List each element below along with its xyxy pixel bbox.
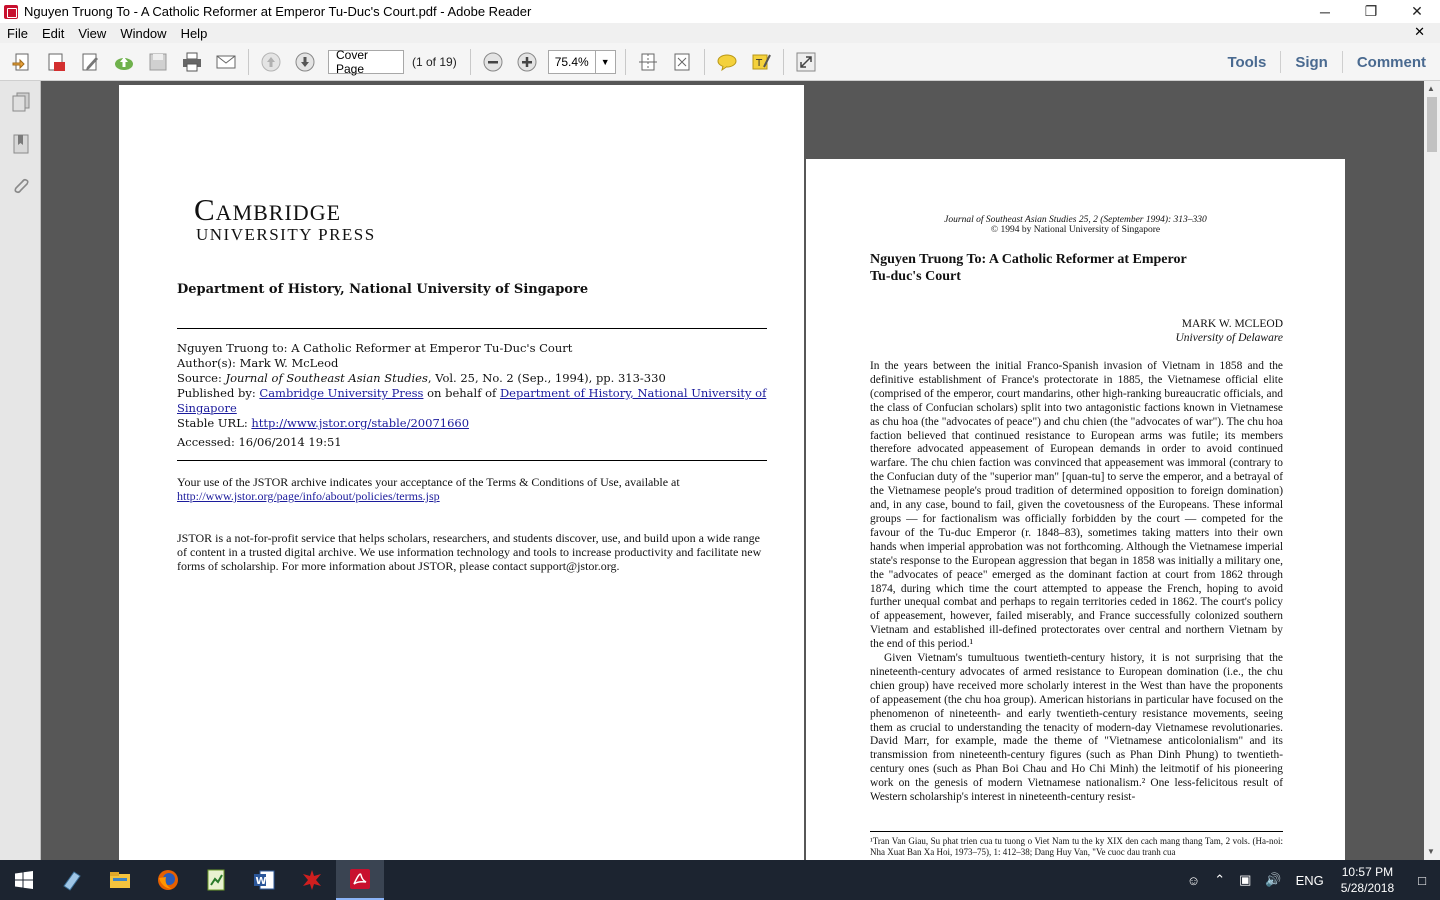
comment-button[interactable]: Comment xyxy=(1356,53,1426,71)
zoom-value[interactable]: 75.4% xyxy=(554,54,589,69)
source-details: , Vol. 25, No. 2 (Sep., 1994), pp. 313-330 xyxy=(427,371,666,385)
menu-file[interactable]: File xyxy=(7,25,28,41)
author-name: MARK W. MCLEOD xyxy=(1181,318,1283,330)
stable-url-line xyxy=(177,416,767,431)
journal-header xyxy=(806,215,1345,235)
people-icon[interactable]: ☺ xyxy=(1186,872,1201,888)
footnote-divider xyxy=(870,831,1283,832)
open-file-icon[interactable] xyxy=(8,48,36,76)
source-journal: Journal of Southeast Asian Studies xyxy=(225,371,428,385)
title-bar xyxy=(0,0,1440,23)
bookmarks-icon[interactable] xyxy=(0,123,41,165)
upload-cloud-icon[interactable] xyxy=(110,48,138,76)
publisher-link[interactable]: Cambridge University Press xyxy=(259,386,424,400)
pdf-page-article xyxy=(806,159,1345,860)
email-icon[interactable] xyxy=(212,48,240,76)
page-count: (1 of 19) xyxy=(412,54,457,69)
document-viewer[interactable] xyxy=(41,81,1424,860)
system-tray xyxy=(1180,860,1440,900)
right-panel-links xyxy=(1213,43,1440,81)
menu-window[interactable]: Window xyxy=(120,25,167,41)
author-line: Author(s): Mark W. McLeod xyxy=(177,356,339,370)
create-pdf-icon[interactable] xyxy=(42,48,70,76)
zoom-in-icon[interactable] xyxy=(513,48,541,76)
toolbar-separator xyxy=(248,49,249,75)
menu-help[interactable]: Help xyxy=(180,25,208,41)
divider xyxy=(177,328,767,329)
svg-text:T: T xyxy=(755,57,762,69)
clock-date: 5/28/2018 xyxy=(1340,881,1395,895)
minimize-button[interactable]: ─ xyxy=(1320,3,1330,20)
edit-pdf-icon[interactable] xyxy=(76,48,104,76)
fit-page-icon[interactable] xyxy=(634,48,662,76)
published-prefix: Published by: xyxy=(177,386,260,400)
pdf-page-cover xyxy=(119,85,804,860)
page-number-input[interactable]: Cover Page xyxy=(328,50,404,74)
article-title: Nguyen Truong to: A Catholic Reformer at Emperor Tu-Duc's Court xyxy=(177,341,573,355)
adobe-reader-taskbar-icon[interactable] xyxy=(336,860,384,900)
department-heading: Department of History, National University of Singapore xyxy=(177,282,589,297)
published-line xyxy=(177,386,767,416)
expand-icon[interactable] xyxy=(792,48,820,76)
stable-prefix: Stable URL: xyxy=(177,416,252,430)
start-icon[interactable] xyxy=(0,860,48,900)
adobe-reader-icon xyxy=(4,5,18,19)
author-affiliation: University of Delaware xyxy=(1175,332,1283,344)
scrollbar-thumb[interactable] xyxy=(1427,97,1437,152)
language-indicator[interactable]: ENG xyxy=(1295,872,1324,888)
attachments-icon[interactable] xyxy=(0,165,41,207)
on-behalf-text: on behalf of xyxy=(423,386,500,400)
stable-url-link[interactable]: http://www.jstor.org/stable/20071660 xyxy=(251,416,470,430)
toolbar-separator xyxy=(783,49,784,75)
next-page-icon[interactable] xyxy=(291,48,319,76)
full-screen-icon[interactable] xyxy=(668,48,696,76)
toolbar-separator xyxy=(625,49,626,75)
window-title: Nguyen Truong To - A Catholic Reformer at Emperor Tu-Duc's Court.pdf - Adobe Reader xyxy=(24,4,532,19)
network-icon[interactable]: ▣ xyxy=(1239,872,1252,887)
scroll-down-icon[interactable]: ▼ xyxy=(1427,847,1435,856)
page-thumbnails-icon[interactable] xyxy=(0,81,41,123)
author-block xyxy=(1175,317,1283,345)
cambridge-logo-text: Cambridge xyxy=(194,192,342,227)
tools-button[interactable]: Tools xyxy=(1227,53,1267,71)
sticky-note-icon[interactable] xyxy=(713,48,741,76)
clock[interactable] xyxy=(1331,864,1404,896)
menu-view[interactable]: View xyxy=(78,25,107,41)
footnote: ¹Tran Van Giau, Su phat trien cua tu tuong o Viet Nam tu the ky XIX den cach mang thang Tam, 2 vols. (Ha-noi: Nha Xuat Ban Xa Hoi, 1973–75), 1: 412–38; Dang Huy Van, "Ve cuoc dau tranh cua xyxy=(870,836,1283,857)
svg-text:W: W xyxy=(255,876,267,887)
word-icon[interactable] xyxy=(240,860,288,900)
restore-button[interactable]: ❐ xyxy=(1364,3,1378,19)
close-window-button[interactable]: ✕ xyxy=(1411,3,1423,19)
red-app-icon[interactable] xyxy=(288,860,336,900)
zoom-select[interactable] xyxy=(548,50,616,74)
university-press-logo-text: UNIVERSITY PRESS xyxy=(196,225,376,244)
volume-icon[interactable]: 🔊 xyxy=(1265,872,1282,887)
citation-block xyxy=(177,341,767,450)
toolbar-separator xyxy=(470,49,471,75)
article-heading: Nguyen Truong To: A Catholic Reformer at Emperor Tu-duc's Court xyxy=(870,252,1187,284)
toolbar-separator xyxy=(704,49,705,75)
sign-button[interactable]: Sign xyxy=(1295,53,1328,71)
close-document-button[interactable]: ✕ xyxy=(1414,24,1425,39)
zoom-out-icon[interactable] xyxy=(479,48,507,76)
save-icon[interactable] xyxy=(144,48,172,76)
print-icon[interactable] xyxy=(178,48,206,76)
clock-time: 10:57 PM xyxy=(1341,865,1394,879)
source-prefix: Source: xyxy=(177,371,226,385)
copyright-line: © 1994 by National University of Singapore xyxy=(990,225,1161,235)
windows-taskbar xyxy=(0,860,1440,900)
divider xyxy=(177,460,767,461)
vertical-scrollbar[interactable] xyxy=(1424,81,1440,860)
highlight-text-icon[interactable] xyxy=(747,48,775,76)
department-link[interactable]: Department of History, National University of Singapore xyxy=(177,386,767,415)
chevron-up-icon[interactable]: ⌃ xyxy=(1214,872,1226,887)
notes-app-icon[interactable] xyxy=(48,860,96,900)
accessed-line: Accessed: 16/06/2014 19:51 xyxy=(177,435,342,449)
navigation-panel xyxy=(0,81,41,860)
paragraph: Given Vietnam's tumultuous twentieth-century history, it is not surprising that the nineteenth-century advocates of armed resistance to European domination (i.e., the chu chien group) have received more scholarly interest in the West than have the proponents of appeasement (the chu hoa group). American historians in particular have focused on the phenomenon of nineteenth- and early twentieth-century resistance movements, seeing them as crucial to understanding the tenacity of modern-day Vietnamese revolutionaries. David Marr, for example, made the theme of "Vietnamese anticolonialism" and its transmission from nineteenth-century figures (such as Phan Dinh Phung) to twentieth-century ones (such as Phan Boi Chau and Ho Chi Minh) the leitmotif of his pioneering work on the genesis of modern Vietnamese nationalism.² One less-felicitous result of Western scholarship's interest in nineteenth-century resist- xyxy=(870,652,1283,804)
spreadsheet-app-icon[interactable] xyxy=(192,860,240,900)
scroll-up-icon[interactable]: ▲ xyxy=(1427,84,1435,93)
journal-line: Journal of Southeast Asian Studies 25, 2 (September 1994): 313–330 xyxy=(944,215,1207,225)
firefox-icon[interactable] xyxy=(144,860,192,900)
article-body xyxy=(870,360,1283,805)
terms-text: Your use of the JSTOR archive indicates your acceptance of the Terms & Conditions of Use, available at xyxy=(177,475,680,489)
action-center-icon[interactable]: □ xyxy=(1418,872,1426,888)
zoom-dropdown-icon[interactable]: ▼ xyxy=(595,51,615,73)
terms-link[interactable]: http://www.jstor.org/page/info/about/policies/terms.jsp xyxy=(177,489,440,503)
paragraph: In the years between the initial Franco-Spanish invasion of Vietnam in 1858 and the definitive establishment of France's protectorate in 1885, the Vietnamese official elite (comprised of the emperor, court mandarins, other high-ranking bureaucratic officials, and the class of Confucian scholars) split into two antagonistic factions known in Vietnamese as chu hoa (the "advocates of peace") and chu chien (the "advocates of war"). The chu hoa faction believed that continued resistance to European arms was futile; its members therefore advocated appeasement of European demands in order to avoid continued warfare. The chu chien faction was convinced that appeasement was immoral (contrary to the Confucian duty of the "superior man" [quan-tu] to serve the emperor, and a betrayal of the Vietnamese people's proud tradition of determined opposition to foreign domination) and, in any case, bound to fail, given the covetousness of the Europeans. These informal groups — for factionalism was officially forbidden by the court — competed for the favour of the Tu-duc Emperor (r. 1848–83), sometimes taking matters into their own hands when imperial approbation was not forthcoming. Although the Vietnamese imperial state's response to the European aggression that began in 1858 was initially a military one, the "advocates of peace" emerged as the dominant faction at court from 1862 through 1874, during which time the court attempted to appease the French, hoping to avoid further unequal combat and perhaps to regain territories ceded in 1862. The court's policy of appeasement, however, failed miserably, and France successfully colonized southern Vietnam and established ill-defined protectorates over central and northern Vietnam by the end of this period.¹ xyxy=(870,360,1283,651)
menu-bar xyxy=(0,23,1440,43)
file-explorer-icon[interactable] xyxy=(96,860,144,900)
menu-edit[interactable]: Edit xyxy=(41,25,65,41)
terms-notice xyxy=(177,475,767,503)
source-line xyxy=(177,371,767,386)
previous-page-icon[interactable] xyxy=(257,48,285,76)
jstor-notice: JSTOR is a not-for-profit service that helps scholars, researchers, and students discover, use, and build upon a wide range of content in a trusted digital archive. We use information technology and tools to increase productivity and facilitate new forms of scholarship. For more information about JSTOR, please contact support@jstor.org. xyxy=(177,531,762,573)
